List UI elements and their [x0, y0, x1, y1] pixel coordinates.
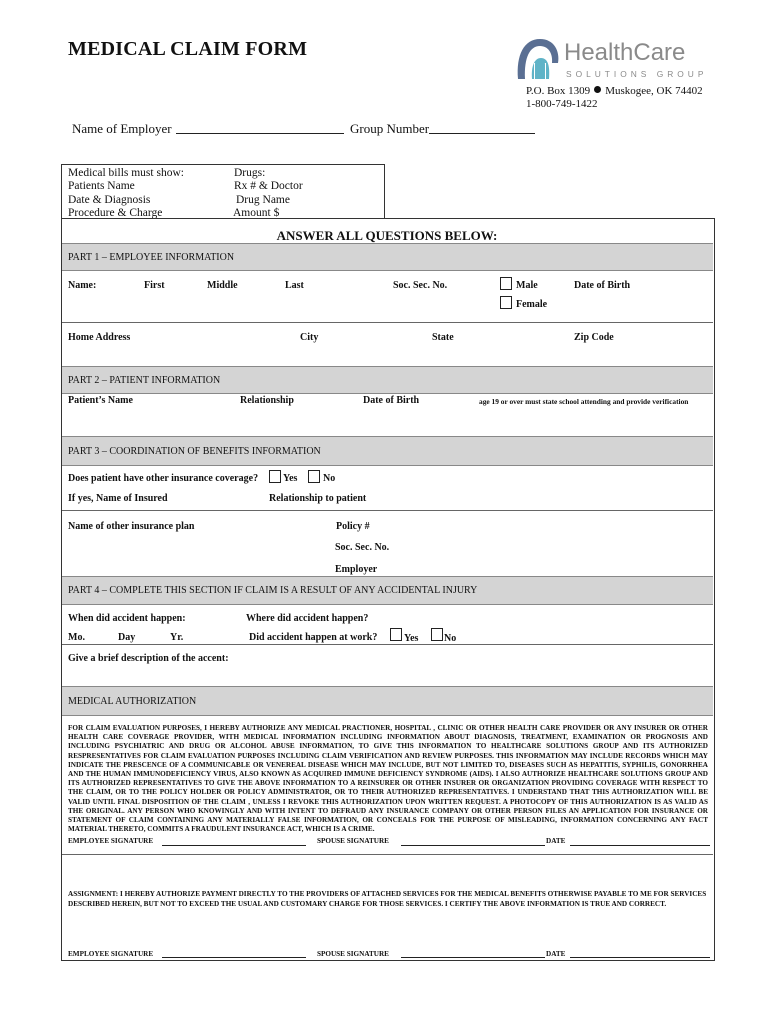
at-work-yes-checkbox[interactable]: [390, 628, 402, 641]
male-checkbox[interactable]: [500, 277, 512, 290]
city-label[interactable]: City: [300, 332, 319, 343]
yes-label: Yes: [404, 633, 419, 644]
dob-label[interactable]: Date of Birth: [574, 280, 631, 291]
assignment-spouse-signature-label: SPOUSE SIGNATURE: [317, 950, 389, 958]
form-title: MEDICAL CLAIM FORM: [68, 38, 308, 60]
yes-label: Yes: [283, 473, 298, 484]
other-insurance-question: Does patient have other insurance coverage?: [68, 473, 259, 484]
phone-number: 1-800-749-1422: [526, 98, 598, 110]
company-address: [526, 85, 703, 111]
insured-name-label[interactable]: If yes, Name of Insured: [68, 493, 168, 504]
authorization-date-field[interactable]: [570, 845, 710, 846]
group-number-label: Group Number: [350, 121, 430, 136]
part1-heading-text: PART 1 – EMPLOYEE INFORMATION: [68, 252, 235, 263]
accident-when-label: When did accident happen:: [68, 613, 186, 624]
zip-code-label[interactable]: Zip Code: [574, 332, 614, 343]
employee-signature-label: EMPLOYEE SIGNATURE: [68, 837, 154, 845]
logo-tagline: SOLUTIONS GROUP: [566, 69, 708, 79]
patient-name-label[interactable]: Patient’s Name: [68, 395, 133, 406]
answer-all-heading: ANSWER ALL QUESTIONS BELOW:: [276, 228, 498, 243]
drugs-line: Drug Name: [236, 193, 290, 206]
insured-employer-label[interactable]: Employer: [335, 564, 378, 575]
state-label[interactable]: State: [432, 332, 454, 343]
other-insurance-no-checkbox[interactable]: [308, 470, 320, 483]
insured-ssn-label[interactable]: Soc. Sec. No.: [335, 542, 390, 553]
female-checkbox[interactable]: [500, 296, 512, 309]
drugs-line: Drugs:: [234, 167, 266, 179]
part4-heading: [62, 576, 713, 605]
divider: [62, 644, 713, 645]
part4-heading-text: PART 4 – COMPLETE THIS SECTION IF CLAIM IS A RESULT OF ANY ACCIDENTAL INJURY: [68, 585, 478, 596]
authorization-heading-text: MEDICAL AUTHORIZATION: [68, 696, 197, 707]
drugs-line: Amount $: [233, 207, 280, 220]
bills-line: Patients Name: [68, 180, 135, 193]
no-label: No: [323, 473, 336, 484]
drugs-line: Rx # & Doctor: [234, 180, 303, 193]
relationship-label[interactable]: Relationship: [240, 395, 294, 406]
ssn-label[interactable]: Soc. Sec. No.: [393, 280, 448, 291]
employee-signature-field[interactable]: [162, 845, 306, 846]
policy-number-label[interactable]: Policy #: [336, 521, 370, 532]
male-label: Male: [516, 280, 538, 291]
employer-name-field[interactable]: [176, 133, 344, 134]
bills-line: Date & Diagnosis: [68, 193, 151, 206]
part2-heading: [62, 366, 713, 394]
bills-line: Procedure & Charge: [68, 207, 163, 220]
healthcare-logo: [512, 33, 717, 85]
bills-line: Medical bills must show:: [68, 167, 184, 179]
assignment-date-field[interactable]: [570, 957, 710, 958]
part3-heading: [62, 436, 713, 466]
at-work-no-checkbox[interactable]: [431, 628, 443, 641]
divider: [62, 510, 713, 511]
divider: [62, 854, 713, 855]
city-state-zip: Muskogee, OK 74402: [605, 85, 703, 97]
insurance-plan-label[interactable]: Name of other insurance plan: [68, 521, 195, 532]
spouse-signature-field[interactable]: [401, 845, 545, 846]
home-address-label[interactable]: Home Address: [68, 332, 131, 343]
patient-dob-label[interactable]: Date of Birth: [363, 395, 420, 406]
assignment-text: ASSIGNMENT: I HEREBY AUTHORIZE PAYMENT DIRECTLY TO THE PROVIDERS OF ATTACHED SERVICES FOR THE MEDICAL BENEFITS OTHERWISE PAYABLE TO ME FOR SERVICES DESCRIBED HEREIN, BUT NOT TO EXCEED THE USUAL AND CUSTOMARY CHARGE FOR THOSE SERVICES. I CERTIFY THE ABOVE INFORMATION IS TRUE AND CORRECT.: [68, 890, 707, 908]
assignment-date-label: DATE: [546, 950, 566, 958]
first-name-label[interactable]: First: [144, 280, 165, 291]
authorization-text: FOR CLAIM EVALUATION PURPOSES, I HEREBY AUTHORIZE ANY MEDICAL PRACTIONER, HOSPITAL , CLINIC OR OTHER HEALTH CARE PROVIDER OR ANY INSURER OR OTHER HEALTH CARE COVERAGE PROVIDER, WITH MEDICAL INFORMATION INCLUDING INFORMATION ABOUT DIAGNOSIS, TREATMENT, EXAMINATION OR PROGNOSIS AND INCLUDING PSYCHIATRIC AND DRUG OR ALCOHOL ABUSE INFORMATION, TO GIVE THIS INFORMATION TO HEALTHCARE SOLUTIONS GROUP AND ITS AUTHORIZED RESPRESENTATIVES FOR CLAIM EVALUATION PURPOSES INCLUDING CLAIM VERIFICATION AND REVIEW PURPOSES. THIS INFORMATION MAY INCLUDE RECORDS WHICH MAY INDICATE THE PRESCENCE OF A COMMUNICABLE OR VENEREAL DISEASE WHICH MAY INCLUDE, BUT NOT LIMITED TO, DISEASES SUCH AS HEPATITIS, SYPHILIS, GONORRHEA AND THE HUMAN IMMUNODEFICIENCY VIRUS, ALSO KNOWN AS ACQUIRED IMMUNE DEFICIENCY SYNDROME (AIDS). I ALSO AUTHORIZE HEALTHCARE SOLUTIONS GROUP AND ITS AUTHORIZED REPRESENTATIVES TO GIVE THE ABOVE INFORMATION TO A REINSURER OR OTHER INSURER OR ORGANIZATION PROVIDING COVERAGE WITH RESPECT TO THE CLAIM, OR TO THE POLICY HOLDER OR POLICY ADMINISTRATOR, OR TO THEIR AUTHORIZED REPRESENTATIVES. I UNDERSTAND THAT THIS AUTHORIZATION WILL BE VALID UNTIL FINAL DISPOSITION OF THE CLAIM , UNLESS I REVOKE THIS AUTHORIZATION UPON WRITTEN REQUEST. A PHOTOCOPY OF THIS AUTHORIZATION IS AS VALID AS THE ORIGINAL. ANY PERSON WHO KNOWINGLY AND WITH INTENT TO DEFRAUD ANY INSURANCE COMPANY OR OTHER PERSON FILES AN APPLICATION FOR INSURANCE OR STATEMENT OF CLAIM CONTAINING ANY MATERIALLY FALSE INFORMATION, OR CONCEALS FOR THE PURPOSE OF MISLEADING, INFORMATION CONCERNING ANY FACT MATERIAL THERETO, COMMITS A FRAUDULENT INSURANCE ACT, WHICH IS A CRIME.: [68, 724, 708, 834]
po-box: P.O. Box 1309: [526, 85, 591, 97]
accident-where-label[interactable]: Where did accident happen?: [246, 613, 369, 624]
bullet-icon: [594, 86, 601, 93]
bills-requirements-box: [61, 164, 385, 219]
female-label: Female: [516, 299, 548, 310]
day-label[interactable]: Day: [118, 632, 136, 643]
part1-heading: [62, 243, 713, 271]
employer-name-label: Name of Employer: [72, 121, 172, 136]
middle-name-label[interactable]: Middle: [207, 280, 238, 291]
assignment-spouse-signature-field[interactable]: [401, 957, 545, 958]
authorization-heading: [62, 686, 713, 716]
spouse-signature-label: SPOUSE SIGNATURE: [317, 837, 389, 845]
month-label[interactable]: Mo.: [68, 632, 85, 643]
part2-heading-text: PART 2 – PATIENT INFORMATION: [68, 375, 221, 386]
last-name-label[interactable]: Last: [285, 280, 304, 291]
at-work-question: Did accident happen at work?: [249, 632, 378, 643]
relationship-to-patient-label[interactable]: Relationship to patient: [269, 493, 367, 504]
date-label: DATE: [546, 837, 566, 845]
logo-wordmark: HealthCare: [564, 39, 686, 66]
name-label: Name:: [68, 280, 97, 291]
assignment-employee-signature-label: EMPLOYEE SIGNATURE: [68, 950, 154, 958]
divider: [62, 322, 713, 323]
assignment-employee-signature-field[interactable]: [162, 957, 306, 958]
year-label[interactable]: Yr.: [170, 632, 184, 643]
other-insurance-yes-checkbox[interactable]: [269, 470, 281, 483]
group-number-field[interactable]: [429, 133, 535, 134]
age-note: age 19 or over must state school attending and provide verification: [479, 397, 689, 406]
part3-heading-text: PART 3 – COORDINATION OF BENEFITS INFORMATION: [68, 446, 321, 457]
accident-description-label[interactable]: Give a brief description of the accent:: [68, 653, 229, 664]
no-label: No: [444, 633, 457, 644]
